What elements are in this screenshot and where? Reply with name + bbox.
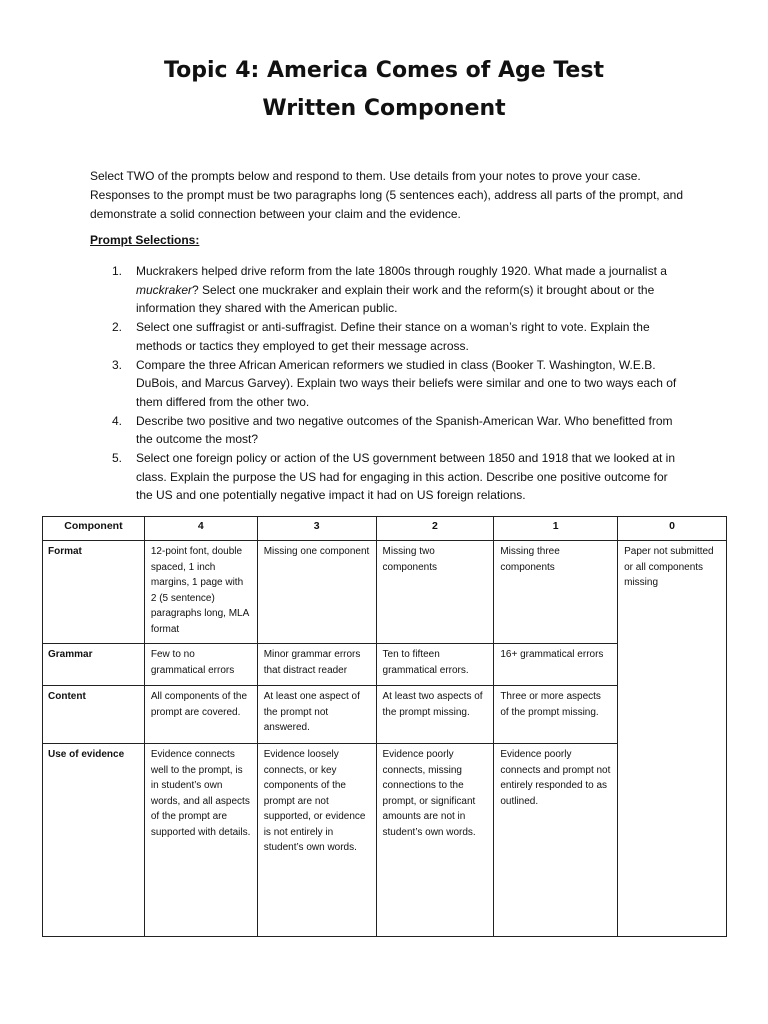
rubric-cell: Ten to fifteen grammatical errors. xyxy=(376,644,494,686)
prompt-item xyxy=(90,412,680,449)
rubric-cell: Evidence poorly connects and prompt not entirely responded to as outlined. xyxy=(494,744,618,937)
rubric-header-cell: Component xyxy=(43,517,145,541)
prompt-text: Describe two positive and two negative outcomes of the Spanish-American War. Who benefitted from the outcome the most? xyxy=(136,413,673,447)
prompt-text-italic: muckraker xyxy=(136,282,193,297)
rubric-cell: 12-point font, double spaced, 1 inch margins, 1 page with 2 (5 sentence) paragraphs long, MLA format xyxy=(144,541,257,644)
rubric-cell: Few to no grammatical errors xyxy=(144,644,257,686)
rubric-header-row xyxy=(43,517,727,541)
rubric-cell: All components of the prompt are covered. xyxy=(144,686,257,744)
rubric-zero-cell: Paper not submitted or all components missing xyxy=(618,541,727,937)
rubric-row-label: Use of evidence xyxy=(43,744,145,937)
prompt-text: Select one suffragist or anti-suffragist. Define their stance on a woman’s right to vote. Explain the methods or tactics they employed to get their message across. xyxy=(136,320,650,353)
prompt-number: 1. xyxy=(112,264,123,278)
prompt-list xyxy=(90,262,680,505)
rubric-row-label: Grammar xyxy=(43,644,145,686)
prompt-text: Select one foreign policy or action of the US government between 1850 and 1918 that we looked at in class. Explain the purpose the US had for engaging in this action. Describe one positive outcome for the US and one potentially negative impact it had on US foreign relations. xyxy=(136,451,676,503)
rubric-row-label: Content xyxy=(43,686,145,744)
prompt-item xyxy=(90,356,680,412)
prompt-item xyxy=(90,318,680,355)
rubric-cell: Missing two components xyxy=(376,541,494,644)
rubric-cell: At least one aspect of the prompt not answered. xyxy=(257,686,376,744)
prompt-item xyxy=(90,449,680,505)
rubric-cell: Missing one component xyxy=(257,541,376,644)
rubric-cell: At least two aspects of the prompt missing. xyxy=(376,686,494,744)
rubric-table xyxy=(42,516,727,937)
page-subtitle: Written Component xyxy=(262,96,506,121)
rubric-header-cell: 1 xyxy=(494,517,618,541)
instructions-paragraph: Select TWO of the prompts below and respond to them. Use details from your notes to prove your case. Responses to the prompt must be two paragraphs long (5 sentences each), address all parts of the prompt, and demonstrate a solid connection between your claim and the evidence. xyxy=(90,169,683,221)
rubric-header-cell: 4 xyxy=(144,517,257,541)
rubric-cell: Minor grammar errors that distract reader xyxy=(257,644,376,686)
prompt-text: Compare the three African American reformers we studied in class (Booker T. Washington, W.E.B. DuBois, and Marcus Garvey). Explain two ways their beliefs were similar and one to two ways each of them differed from the other two. xyxy=(136,357,677,409)
rubric-cell: Missing three components xyxy=(494,541,618,644)
page-title: Topic 4: America Comes of Age Test xyxy=(164,58,604,83)
prompt-text: Muckrakers helped drive reform from the late 1800s through roughly 1920. What made a journalist a xyxy=(136,264,667,278)
rubric-header-cell: 3 xyxy=(257,517,376,541)
rubric-cell: 16+ grammatical errors xyxy=(494,644,618,686)
prompt-number: 2. xyxy=(112,320,123,335)
prompt-number: 3. xyxy=(112,357,123,372)
prompt-selections-heading: Prompt Selections: xyxy=(90,233,200,247)
rubric-header-cell: 0 xyxy=(618,517,727,541)
rubric-cell: Evidence poorly connects, missing connections to the prompt, or significant amounts are not in student’s own words. xyxy=(376,744,494,937)
prompt-item xyxy=(90,262,680,318)
rubric-header-cell: 2 xyxy=(376,517,494,541)
rubric-cell: Three or more aspects of the prompt missing. xyxy=(494,686,618,744)
prompt-text: ? Select one muckraker and explain their work and the reform(s) it brought about or the information they shared with the American public. xyxy=(136,282,655,316)
prompt-number: 4. xyxy=(112,413,123,428)
rubric-cell: Evidence loosely connects, or key components of the prompt are not supported, or evidence is not entirely in student’s own words. xyxy=(257,744,376,937)
rubric-row-label: Format xyxy=(43,541,145,644)
prompt-number: 5. xyxy=(112,451,123,466)
rubric-cell: Evidence connects well to the prompt, is in student’s own words, and all aspects of the prompt are supported with details. xyxy=(144,744,257,937)
rubric-row-format xyxy=(43,541,727,644)
